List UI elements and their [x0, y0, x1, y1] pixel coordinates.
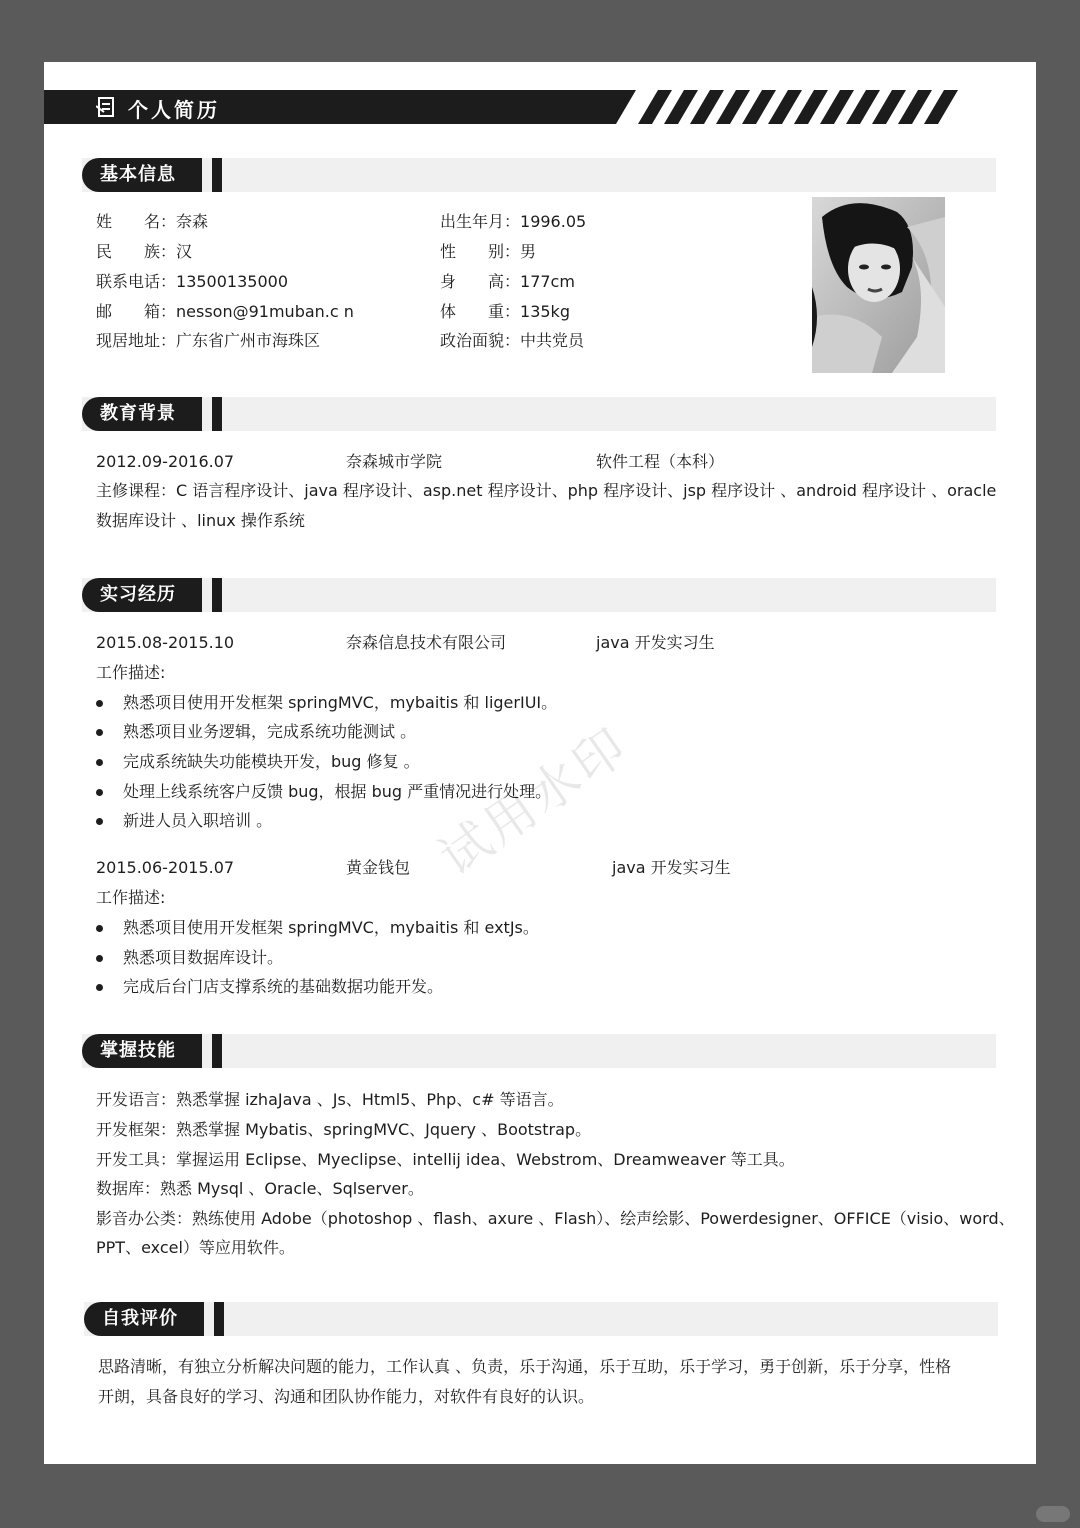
section-education: [82, 397, 996, 431]
section-title: 自我评价: [84, 1302, 204, 1336]
edu-courses-line1: 主修课程：C 语言程序设计、java 程序设计、asp.net 程序设计、php 程序设计、jsp 程序设计 、android 程序设计 、oracle: [96, 481, 997, 500]
resume-edit-icon: [96, 96, 118, 118]
edu-courses-line2: 数据库设计 、linux 操作系统: [96, 511, 305, 530]
job1-role: java 开发实习生: [596, 633, 715, 652]
job2-desc-label: 工作描述:: [96, 888, 166, 907]
email-row: 邮 箱：nesson@91muban.c n: [96, 302, 354, 321]
birth-row: 出生年月：1996.05: [440, 212, 587, 231]
edu-major: 软件工程（本科）: [596, 452, 725, 471]
political-row: 政治面貌：中共党员: [440, 331, 585, 350]
self-eval-line2: 开朗，具备良好的学习、沟通和团队协作能力，对软件有良好的认识。: [98, 1387, 595, 1406]
job2-company: 黄金钱包: [346, 858, 411, 877]
page-title: 个人简历: [128, 98, 220, 122]
job1-period: 2015.08-2015.10: [96, 633, 235, 652]
name-row: 姓 名：奈森: [96, 212, 209, 231]
resume-page: 个人简历 基本信息 姓 名：奈森 民 族：汉 联系电话：13500135000 邮 箱：nesson@91muban.c n 现居地址：广东省广州市海珠区 出生年月：1996.05 性 别：男 身 高：177cm 体 重：135kg 政治面貌：中共党员 教育背景 2012.09-2016.07 奈森城市学院 软件工程（本科） 主修课程：C 语言程序设计、java 程序设计、asp.net 程序设计、php 程序设计、jsp 程序设计 、android 程序设计 、oracle 数据库设计 、linux 操作系统 实习经历 2015.08-2015.10 奈森信息技术有限公司 java 开发实习生 工作描述: 熟悉项目使用开发框架 springMVC，mybaitis 和 ligerIUI。 熟悉项目业务逻辑，完成系统功能测试 。 完成系统缺失功能模块开发，bug 修复 。 处理上线系统客户反馈 bug，根据 bug 严重情况进行处理。 新进人员入职培训 。 2015.06-2015.07 黄金钱包 java 开发实习生 工作描述: 熟悉项目使用开发框架 springMVC，mybaitis 和 extJs。 熟悉项目数据库设计。 完成后台门店支撑系统的基础数据功能开发。 掌握技能 开发语言：熟悉掌握 izhaJava 、Js、Html5、Php、c# 等语言。 开发框架：熟悉掌握 Mybatis、springMVC、Jquery 、Bootstrap。 开发工具：掌握运用 Eclipse、Myeclipse、intellij idea、Webstrom、Dreamweaver 等工具。 数据库：熟悉 Mysql 、Oracle、Sqlserver。 影音办公类：熟练使用 Adobe（photoshop 、flash、axure 、Flash）、绘声绘影、Powerdesigner、OFFICE（visio、word、 PPT、excel）等应用软件。 自我评价 思路清晰，有独立分析解决问题的能力，工作认真 、负责，乐于沟通，乐于互助，乐于学习，勇于创新，乐于分享，性格 开朗，具备良好的学习、沟通和团队协作能力，对软件有良好的认识。 试用水印: [44, 62, 1036, 1464]
skill-line: 开发框架：熟悉掌握 Mybatis、springMVC、Jquery 、Bootstrap。: [96, 1120, 592, 1139]
section-title: 教育背景: [82, 397, 202, 431]
job2-period: 2015.06-2015.07: [96, 858, 235, 877]
section-title: 掌握技能: [82, 1034, 202, 1068]
watermark-text: 试用水印: [429, 715, 640, 887]
skill-line: 数据库：熟悉 Mysql 、Oracle、Sqlserver。: [96, 1179, 424, 1198]
ethnic-row: 民 族：汉: [96, 242, 193, 261]
phone-row: 联系电话：13500135000: [96, 272, 288, 291]
skill-line: 开发语言：熟悉掌握 izhaJava 、Js、Html5、Php、c# 等语言。: [96, 1090, 564, 1109]
profile-photo: [812, 197, 945, 373]
section-skills: [82, 1034, 996, 1068]
edu-period: 2012.09-2016.07: [96, 452, 235, 471]
self-eval-line1: 思路清晰，有独立分析解决问题的能力，工作认真 、负责，乐于沟通，乐于互助，乐于学习，勇于创新，乐于分享，性格: [98, 1357, 952, 1376]
skill-line: PPT、excel）等应用软件。: [96, 1238, 295, 1257]
corner-badge: [1036, 1506, 1070, 1522]
section-title: 实习经历: [82, 578, 202, 612]
weight-row: 体 重：135kg: [440, 302, 570, 321]
section-self-eval: [84, 1302, 998, 1336]
skill-line: 开发工具：掌握运用 Eclipse、Myeclipse、intellij idea、Webstrom、Dreamweaver 等工具。: [96, 1150, 795, 1169]
edu-school: 奈森城市学院: [346, 452, 443, 471]
gender-row: 性 别：男: [440, 242, 537, 261]
job1-company: 奈森信息技术有限公司: [346, 633, 507, 652]
section-basic-info: [82, 158, 996, 192]
title-banner: [44, 90, 1036, 124]
job1-desc-label: 工作描述:: [96, 663, 166, 682]
job2-role: java 开发实习生: [612, 858, 731, 877]
height-row: 身 高：177cm: [440, 272, 575, 291]
section-title: 基本信息: [82, 158, 202, 192]
skill-line: 影音办公类：熟练使用 Adobe（photoshop 、flash、axure 、Flash）、绘声绘影、Powerdesigner、OFFICE（visio、word、: [96, 1209, 1015, 1228]
banner-stripes: [616, 90, 1036, 124]
section-internship: [82, 578, 996, 612]
address-row: 现居地址：广东省广州市海珠区: [96, 331, 321, 350]
